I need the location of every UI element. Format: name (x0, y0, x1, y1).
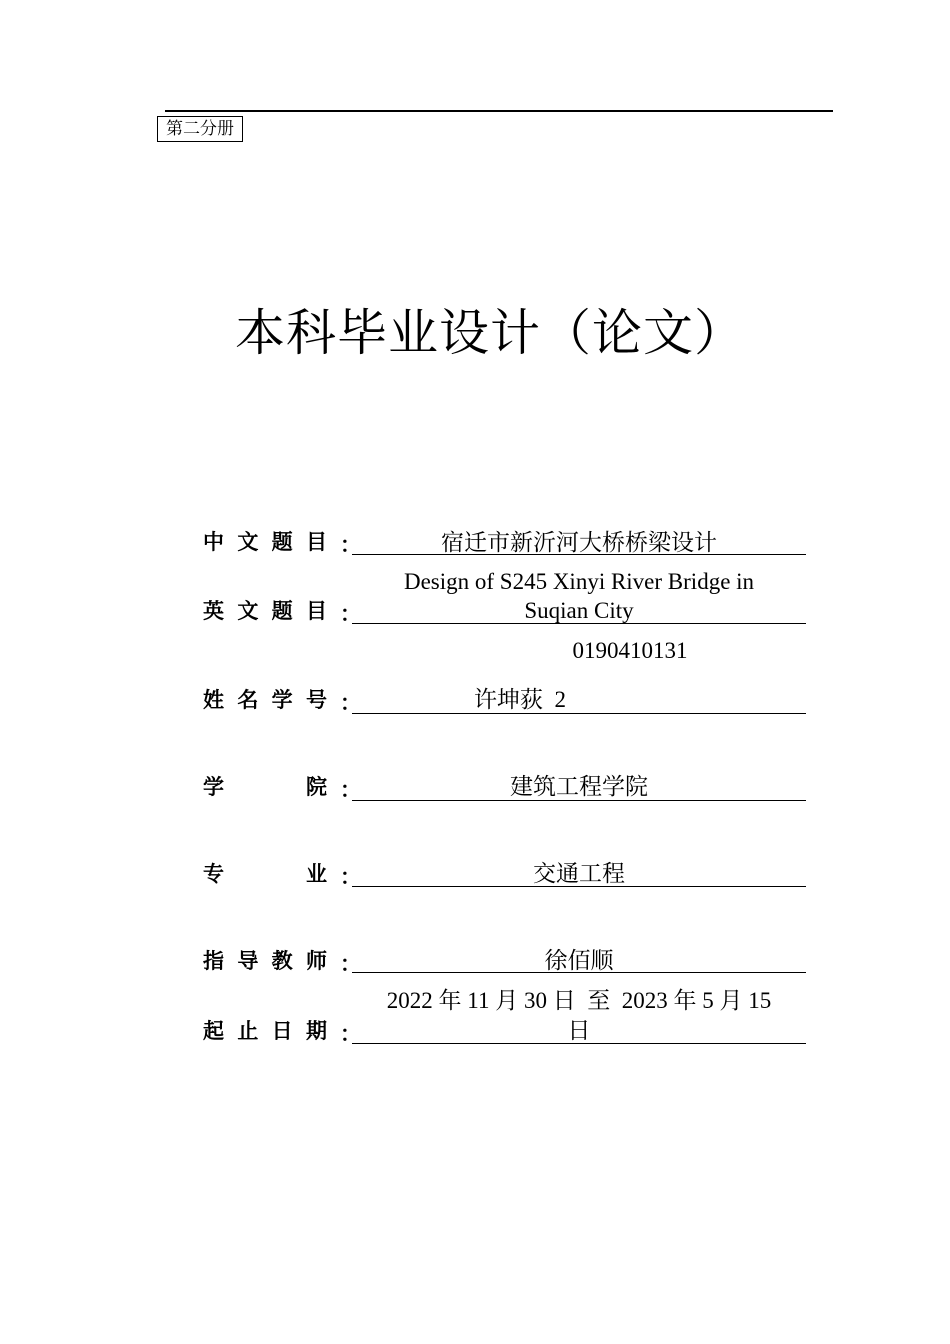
major-label: 专 业 (203, 862, 327, 886)
name-id-underline (352, 713, 806, 714)
advisor-value: 徐佰顺 (544, 948, 614, 973)
advisor-label: 指 导 教 师 (203, 949, 327, 973)
school-underline (352, 800, 806, 801)
major-value: 交通工程 (533, 861, 625, 886)
chinese-title-underline (352, 554, 806, 555)
chinese-title-value: 宿迁市新沂河大桥桥梁设计 (441, 530, 717, 555)
volume-label: 第二分册 (157, 116, 243, 142)
dates-value-line2: 日 (567, 1018, 591, 1043)
english-title-label: 英 文 题 目 (203, 599, 327, 623)
chinese-title-label: 中 文 题 目 (203, 530, 327, 554)
dates-value-line1: 2022 年 11 月 30 日 至 2023 年 5 月 15 (386, 988, 772, 1013)
major-underline (352, 886, 806, 887)
school-value: 建筑工程学院 (510, 774, 648, 799)
english-title-value-line2: Suqian City (524, 598, 634, 623)
english-title-value-line1: Design of S245 Xinyi River Bridge in (403, 569, 755, 594)
advisor-underline (352, 972, 806, 973)
advisor-colon: ： (340, 952, 361, 976)
chinese-title-colon: ： (340, 533, 361, 557)
school-label: 学 院 (203, 775, 327, 799)
name-id-label: 姓 名 学 号 (203, 688, 327, 712)
english-title-underline (352, 623, 806, 624)
student-id-value: 0190410131 (572, 638, 688, 663)
dates-underline (352, 1043, 806, 1044)
dates-label: 起 止 日 期 (203, 1019, 327, 1043)
dates-colon: ： (340, 1022, 361, 1046)
student-name-value: 许坤荻 2 (474, 687, 566, 712)
name-id-colon: ： (340, 691, 361, 715)
school-colon: ： (340, 778, 361, 802)
thesis-title: 本科毕业设计（论文） (235, 304, 745, 362)
english-title-colon: ： (340, 602, 361, 626)
header-rule (165, 110, 833, 112)
major-colon: ： (340, 865, 361, 889)
